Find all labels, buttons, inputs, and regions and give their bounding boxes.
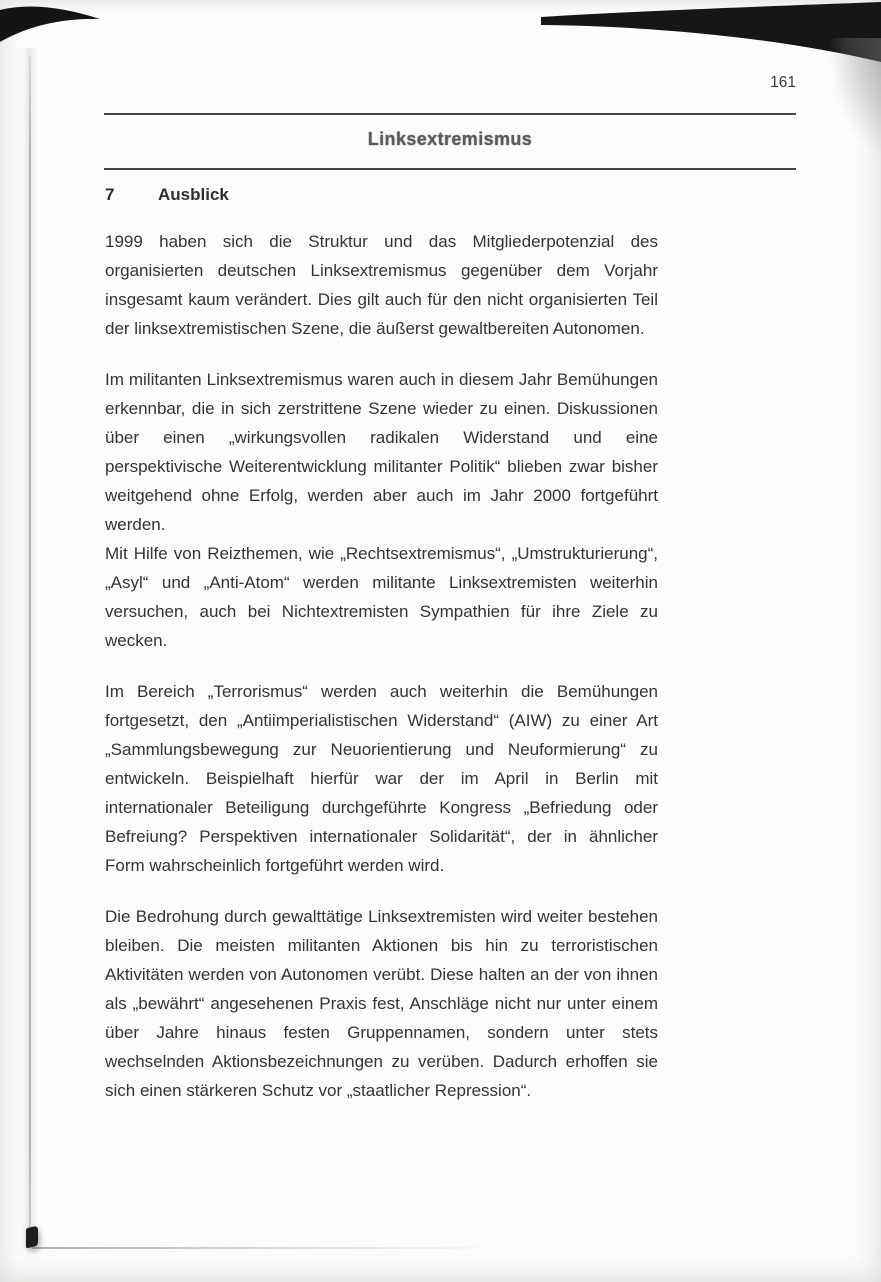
scan-artifact-top-right [541,0,881,70]
paragraph-4: Im Bereich „Terrorismus“ werden auch weiterhin die Bemühungen fortgesetzt, den „Antiimperialistischen Widerstand“ (AIW) zu einer Art „Sammlungsbewegung zur Neuorientierung und Neuformierung“ zu entwickeln. Beispielhaft hierfür war der im April in Berlin mit internationaler Beteiligung durchgeführte Kongress „Befriedung oder Befreiung? Perspektiven internationaler Solidarität“, der in ähnlicher Form wahrscheinlich fortgeführt werden wird. [105,682,658,875]
paragraph-5: Die Bedrohung durch gewalttätige Linksextremisten wird weiter bestehen bleiben. Die meisten militanten Aktionen bis hin zu terroristischen Aktivitäten werden von Autonomen verübt. Diese halten an der von ihnen als „bewährt“ angesehenen Praxis fest, Anschläge nicht nur unter einem über Jahre hinaus festen Gruppennamen, sondern unter stets wechselnden Aktionsbezeichnungen zu verüben. Dadurch erhoffen sie sich einen stärkeren Schutz vor „staatlicher Repression“. [105,907,658,1100]
header-rule-bottom [104,168,796,170]
page-number: 161 [770,74,796,91]
page-edge-shadow-bottom [32,1247,512,1249]
paragraph-3: Mit Hilfe von Reizthemen, wie „Rechtsextremismus“, „Umstrukturierung“, „Asyl“ und „Anti-Atom“ werden militante Linksextremisten weiterhin versuchen, auch bei Nichtextremisten Sympathien für ihre Ziele zu wecken. [105,544,658,650]
paragraph-2: Im militanten Linksextremismus waren auch in diesem Jahr Bemühungen erkennbar, die in sich zerstrittene Szene wieder zu einen. Diskussionen über einen „wirkungsvollen radikalen Widerstand und eine perspektivische Weiterentwicklung militanter Politik“ blieben zwar bisher weitgehend ohne Erfolg, werden aber auch im Jahr 2000 fortgeführt werden. [105,370,658,534]
page-edge-line-left [29,56,31,1240]
body-text [105,227,658,1105]
section-title: Ausblick [158,185,229,204]
scan-artifact-bottom-left [26,1226,38,1249]
section-number: 7 [105,185,115,204]
header-rule-top [104,113,796,115]
section-heading [105,185,229,205]
running-header: Linksextremismus [367,129,533,149]
paragraph-1: 1999 haben sich die Struktur und das Mitgliederpotenzial des organisierten deutschen Linksextremismus gegenüber dem Vorjahr insgesamt kaum verändert. Dies gilt auch für den nicht organisierten Teil der linksextremistischen Szene, die äußerst gewaltbereiten Autonomen. [105,232,658,338]
scan-artifact-top-left [0,2,120,62]
